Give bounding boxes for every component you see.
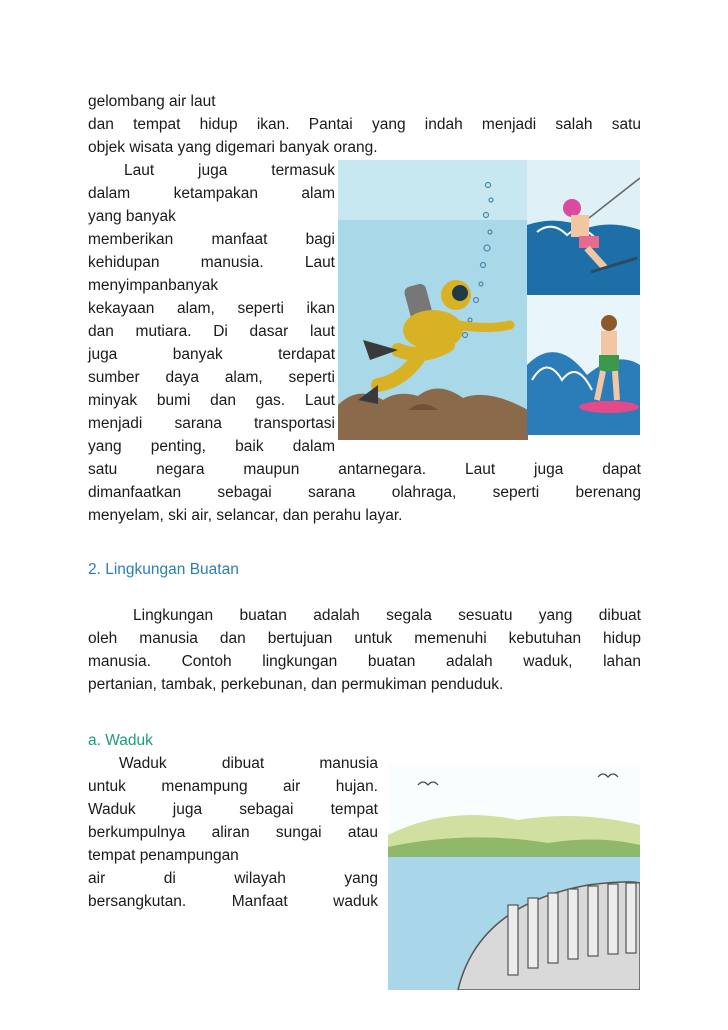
text-line: Waduk juga sebagai tempat (88, 801, 378, 818)
text-line: manusia. Contoh lingkungan buatan adalah waduk, lahan (88, 653, 641, 670)
text-line: kehidupan manusia. Laut (88, 254, 335, 271)
text-line: memberikan manfaat bagi (88, 231, 335, 248)
text-line: untuk menampung air hujan. (88, 778, 378, 795)
text-line: objek wisata yang digemari banyak orang. (88, 139, 378, 156)
text-line: sumber daya alam, seperti (88, 369, 335, 386)
text-line: dan mutiara. Di dasar laut (88, 323, 335, 340)
subsection-heading: a. Waduk (88, 732, 153, 749)
text-line: Lingkungan buatan adalah segala sesuatu yang dibuat (133, 607, 641, 624)
text-line: berkumpulnya aliran sungai atau (88, 824, 378, 841)
text-line: bersangkutan. Manfaat waduk (88, 893, 378, 910)
water-ski-illustration (527, 160, 640, 295)
text-line: Waduk dibuat manusia (119, 755, 378, 772)
text-line: minyak bumi dan gas. Laut (88, 392, 335, 409)
text-line: juga banyak terdapat (88, 346, 335, 363)
text-line: yang penting, baik dalam (88, 438, 335, 455)
surfer-illustration (527, 295, 640, 435)
text-line: air di wilayah yang (88, 870, 378, 887)
text-line: tempat penampungan (88, 847, 239, 864)
text-line: yang banyak (88, 208, 176, 225)
text-line: satu negara maupun antarnegara. Laut juga dapat (88, 461, 641, 478)
text-line: dimanfaatkan sebagai sarana olahraga, seperti berenang (88, 484, 641, 501)
text-line: dan tempat hidup ikan. Pantai yang indah menjadi salah satu (88, 116, 641, 133)
dam-illustration (388, 765, 640, 990)
text-line: pertanian, tambak, perkebunan, dan permukiman penduduk. (88, 676, 504, 693)
section-heading: 2. Lingkungan Buatan (88, 561, 239, 578)
text-line: gelombang air laut (88, 93, 216, 110)
text-line: Laut juga termasuk (124, 162, 335, 179)
text-line: kekayaan alam, seperti ikan (88, 300, 335, 317)
text-line: dalam ketampakan alam (88, 185, 335, 202)
text-line: menyelam, ski air, selancar, dan perahu layar. (88, 507, 403, 524)
text-line: menjadi sarana transportasi (88, 415, 335, 432)
text-line: oleh manusia dan bertujuan untuk memenuhi kebutuhan hidup (88, 630, 641, 647)
diver-illustration (338, 160, 528, 440)
text-line: menyimpanbanyak (88, 277, 219, 294)
